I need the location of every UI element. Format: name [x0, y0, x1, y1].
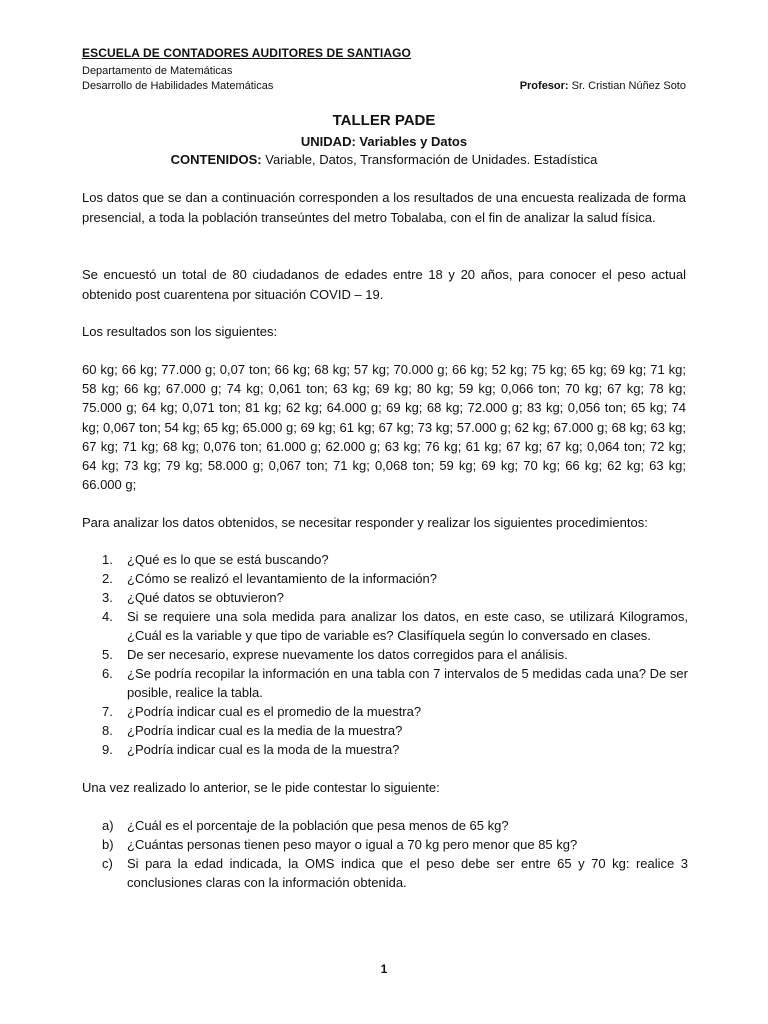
list-item — [82, 702, 688, 721]
list-item — [82, 835, 688, 854]
data-values: 60 kg; 66 kg; 77.000 g; 0,07 ton; 66 kg; 68 kg; 57 kg; 70.000 g; 66 kg; 52 kg; 75 kg; 65 kg; 69 kg; 71 kg; 58 kg; 66 kg; 67.000 g; 74 kg; 0,061 ton; 63 kg; 69 kg; 80 kg; 59 kg; 0,066 ton; 70 kg; 67 kg; 78 kg; 75.000 g; 64 kg; 0,071 ton; 81 kg; 62 kg; 64.000 g; 69 kg; 68 kg; 72.000 g; 83 kg; 0,056 ton; 65 kg; 74 kg; 0,067 ton; 54 kg; 65 kg; 65.000 g; 69 kg; 61 kg; 67 kg; 73 kg; 57.000 g; 62 kg; 67.000 g; 68 kg; 63 kg; 67 kg; 71 kg; 68 kg; 0,076 ton; 61.000 g; 62.000 g; 63 kg; 76 kg; 61 kg; 67 kg; 67 kg; 0,064 ton; 72 kg; 64 kg; 73 kg; 79 kg; 58.000 g; 0,067 ton; 71 kg; 0,068 ton; 59 kg; 69 kg; 70 kg; 66 kg; 62 kg; 63 kg; 66.000 g; — [82, 362, 686, 493]
list-item — [82, 854, 688, 892]
survey-paragraph: Se encuestó un total de 80 ciudadanos de edades entre 18 y 20 años, para conocer el peso actual obtenido post cuarentena por situación COVID – 19. — [82, 267, 686, 302]
list-marker: 7. — [102, 704, 113, 719]
list-item — [82, 721, 688, 740]
school-name: ESCUELA DE CONTADORES AUDITORES DE SANTIAGO — [82, 46, 411, 60]
list-item-text: ¿Podría indicar cual es la media de la muestra? — [127, 723, 403, 738]
list-item — [82, 588, 688, 607]
list-item — [82, 645, 688, 664]
list-item-text: Si se requiere una sola medida para analizar los datos, en este caso, se utilizará Kilogramos, ¿Cuál es la variable y que tipo de variable es? Clasifíquela según lo conversado en clases. — [127, 609, 688, 643]
analysis-paragraph: Para analizar los datos obtenidos, se necesitar responder y realizar los siguientes procedimientos: — [82, 515, 648, 530]
professor-label: Profesor: — [519, 80, 569, 92]
list-item — [82, 816, 688, 835]
list-item-text: De ser necesario, exprese nuevamente los datos corregidos para el análisis. — [127, 647, 568, 662]
list-item-text: Si para la edad indicada, la OMS indica que el peso debe ser entre 65 y 70 kg: realice 3 conclusiones claras con la información obtenida. — [127, 856, 688, 890]
followup-intro: Una vez realizado lo anterior, se le pide contestar lo siguiente: — [82, 780, 440, 795]
intro-paragraph: Los datos que se dan a continuación corresponden a los resultados de una encuesta realizada de forma presencial, a toda la población transeúntes del metro Tobalaba, con el fin de analizar la salud física. — [82, 190, 686, 225]
list-item-text: ¿Podría indicar cual es el promedio de la muestra? — [127, 704, 422, 719]
questions-list — [82, 550, 688, 759]
list-marker: 4. — [102, 609, 113, 624]
document-title: TALLER PADE — [332, 112, 436, 129]
list-item-text: ¿Cuántas personas tienen peso mayor o igual a 70 kg pero menor que 85 kg? — [127, 837, 578, 852]
list-item — [82, 550, 688, 569]
list-item — [82, 664, 688, 702]
list-marker: 3. — [102, 590, 113, 605]
list-item — [82, 569, 688, 588]
course-name: Desarrollo de Habilidades Matemáticas — [82, 80, 274, 92]
list-marker: 8. — [102, 723, 113, 738]
list-item-text: ¿Se podría recopilar la información en una tabla con 7 intervalos de 5 medidas cada una? De ser posible, realice la tabla. — [127, 666, 688, 700]
followup-list — [82, 816, 688, 892]
list-item-text: ¿Podría indicar cual es la moda de la muestra? — [127, 742, 400, 757]
list-marker: a) — [102, 818, 114, 833]
contents-line — [0, 152, 768, 167]
list-item — [82, 740, 688, 759]
professor-name: Sr. Cristian Núñez Soto — [571, 80, 686, 92]
list-marker: 9. — [102, 742, 113, 757]
list-marker: 6. — [102, 666, 113, 681]
contents-label: CONTENIDOS: — [170, 152, 262, 167]
unit-heading: UNIDAD: Variables y Datos — [300, 134, 468, 149]
list-marker: b) — [102, 837, 114, 852]
list-item-text: ¿Qué datos se obtuvieron? — [127, 590, 284, 605]
results-intro: Los resultados son los siguientes: — [82, 324, 278, 339]
list-marker: 1. — [102, 552, 113, 567]
page-number: 1 — [380, 962, 388, 976]
list-marker: 5. — [102, 647, 113, 662]
list-item — [82, 607, 688, 645]
list-marker: c) — [102, 856, 113, 871]
list-item-text: ¿Cómo se realizó el levantamiento de la información? — [127, 571, 437, 586]
contents-text: Variable, Datos, Transformación de Unidades. Estadística — [265, 152, 598, 167]
department-name: Departamento de Matemáticas — [82, 65, 233, 77]
professor-line — [520, 80, 686, 92]
list-item-text: ¿Qué es lo que se está buscando? — [127, 552, 329, 567]
list-marker: 2. — [102, 571, 113, 586]
list-item-text: ¿Cuál es el porcentaje de la población que pesa menos de 65 kg? — [127, 818, 509, 833]
